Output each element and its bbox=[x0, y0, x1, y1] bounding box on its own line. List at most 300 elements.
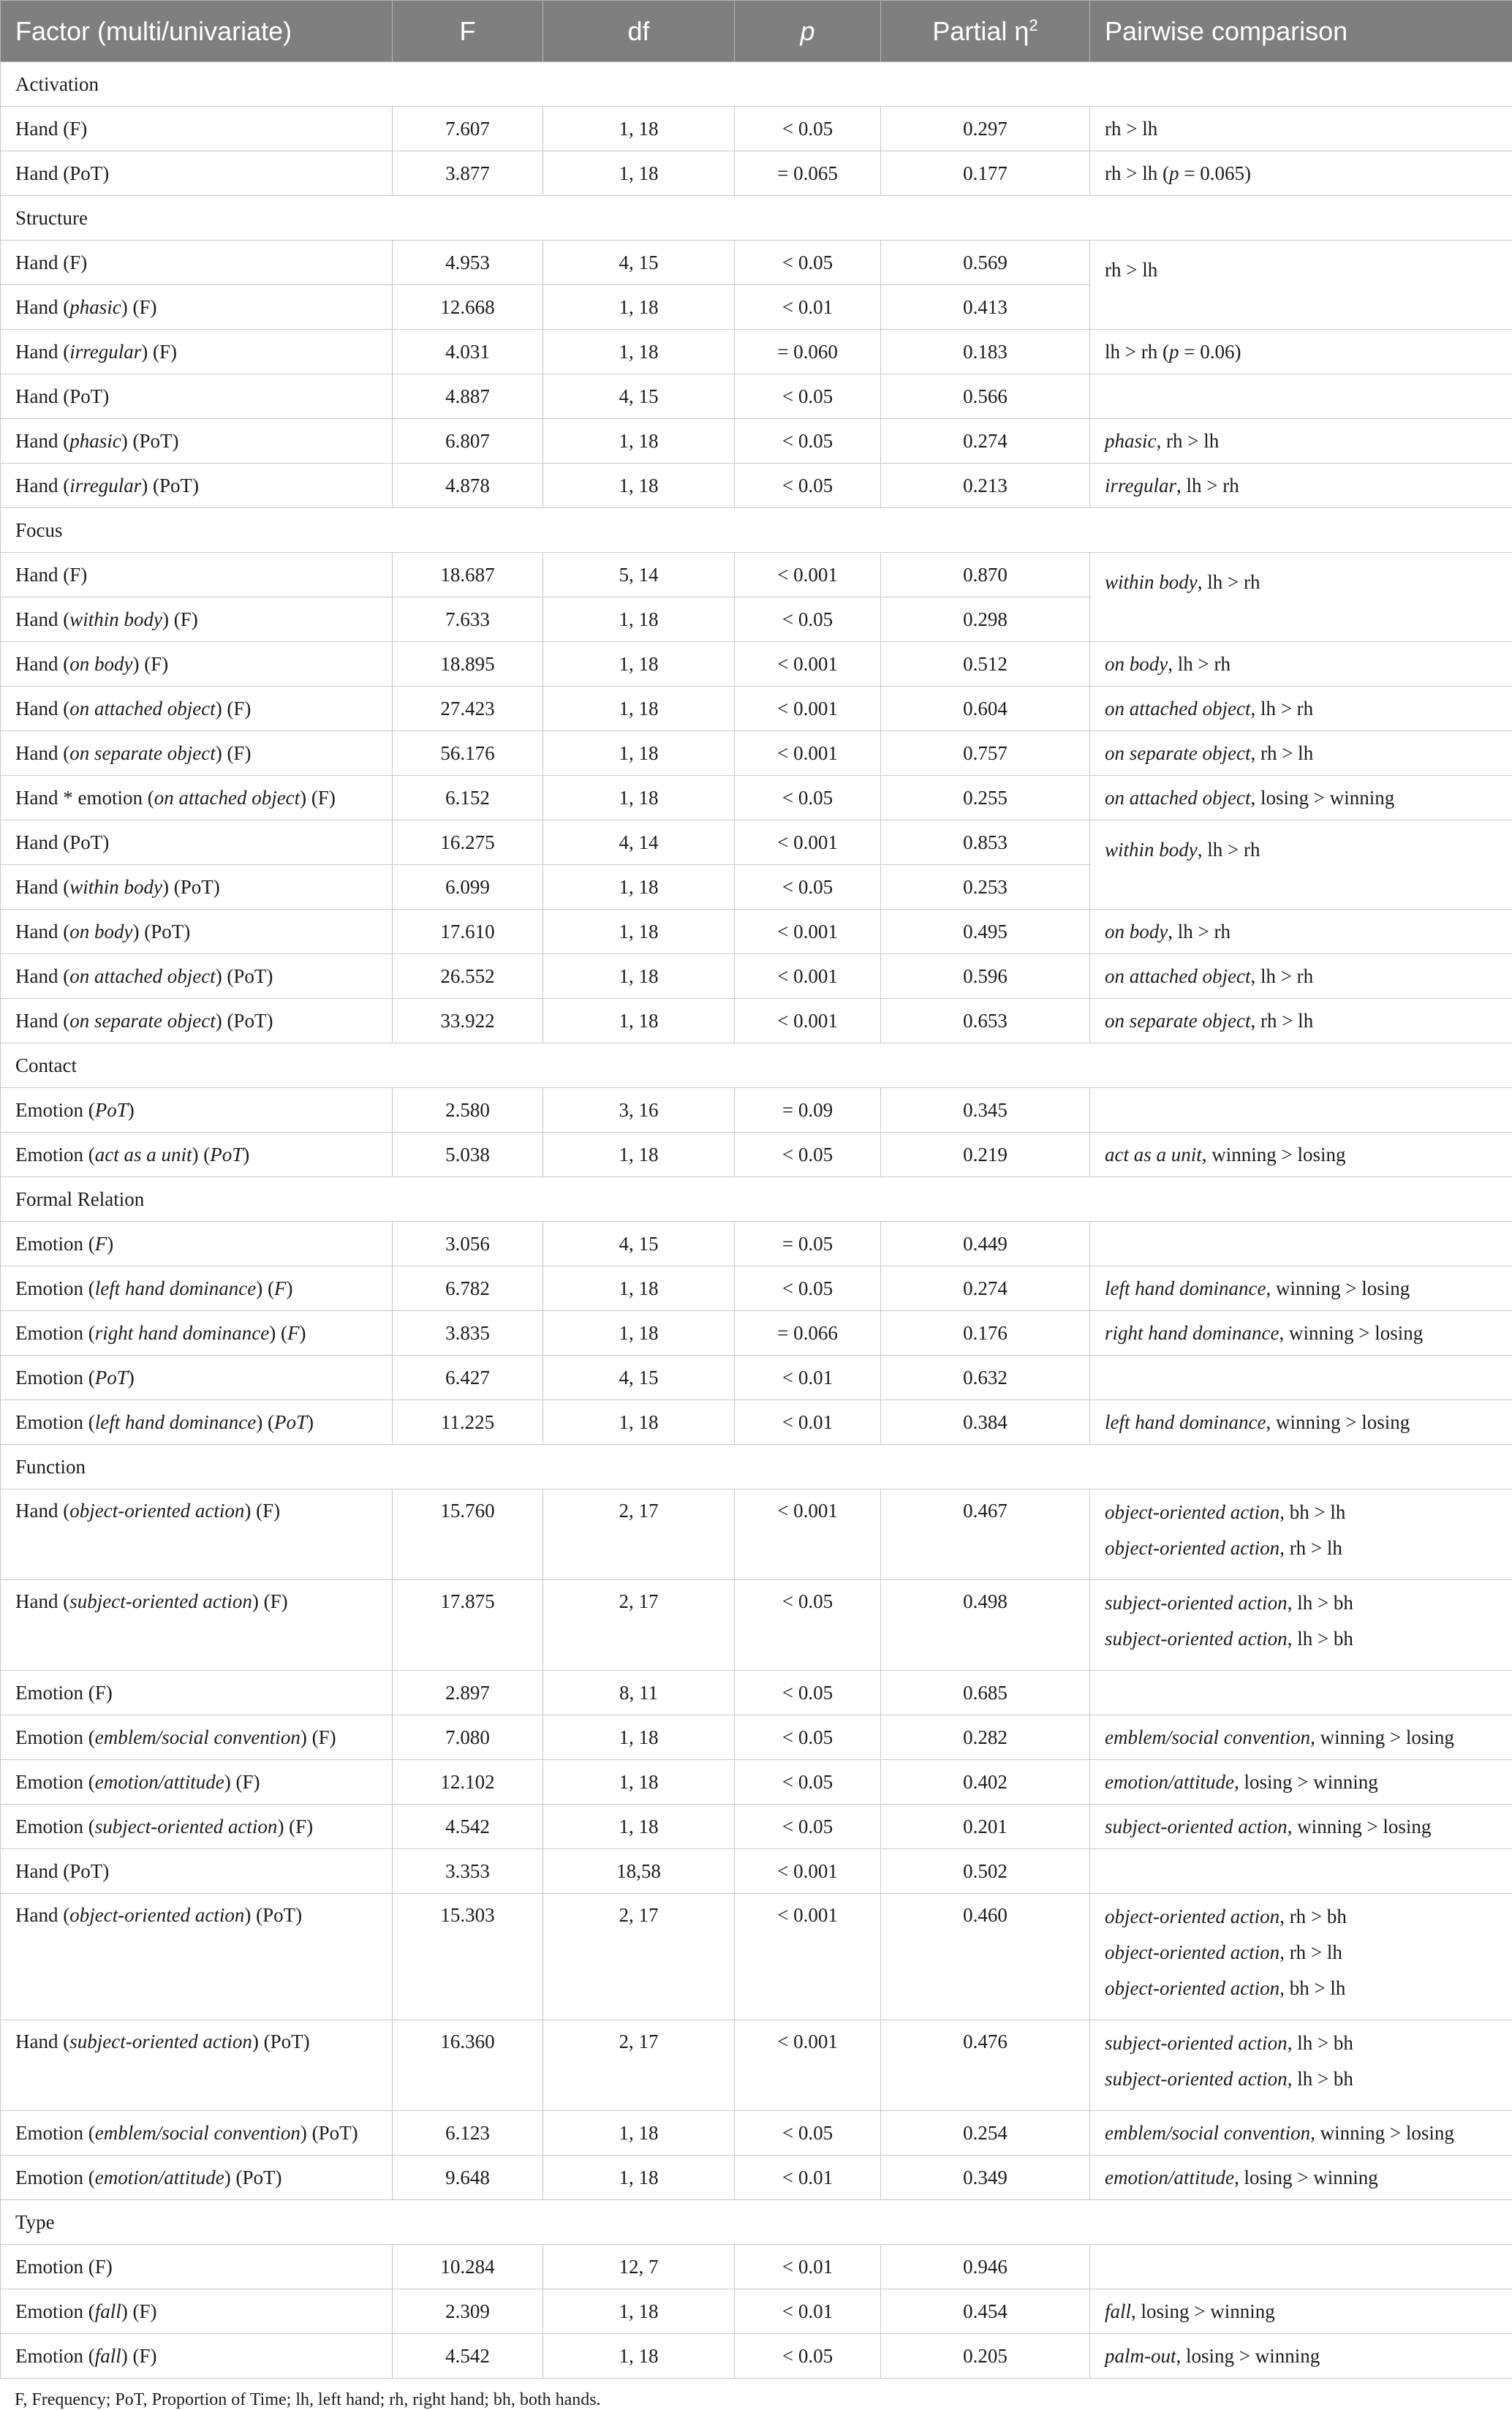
comparison-line bbox=[1105, 914, 1497, 950]
cell-df: 1, 18 bbox=[543, 2111, 735, 2156]
cell-factor bbox=[1, 1805, 393, 1849]
cell-partial-eta: 0.449 bbox=[881, 1222, 1090, 1266]
text-segment: Hand (PoT) bbox=[15, 831, 109, 853]
cell-factor bbox=[1, 374, 393, 419]
comparison-line bbox=[1105, 1495, 1497, 1530]
cell-p-value: < 0.001 bbox=[735, 1849, 881, 1894]
table-row bbox=[1, 1088, 1512, 1133]
text-segment: ) bbox=[128, 1367, 135, 1389]
italic-text: p bbox=[1169, 162, 1179, 184]
cell-pairwise-comparison bbox=[1090, 374, 1512, 419]
text-segment: Emotion ( bbox=[15, 2300, 95, 2322]
italic-text: emotion/attitude bbox=[95, 2167, 224, 2188]
text-segment: Emotion ( bbox=[15, 1322, 95, 1344]
comparison-line bbox=[1105, 564, 1497, 600]
text-segment: ) (F) bbox=[300, 787, 336, 809]
text-segment: ) (F) bbox=[141, 341, 177, 363]
italic-text: within body bbox=[69, 876, 162, 898]
cell-pairwise-comparison bbox=[1090, 2156, 1512, 2200]
text-segment: , lh > rh bbox=[1168, 921, 1231, 943]
table-row bbox=[1, 687, 1512, 731]
cell-df: 1, 18 bbox=[543, 776, 735, 820]
cell-factor bbox=[1, 1760, 393, 1805]
text-segment: Hand ( bbox=[15, 1590, 69, 1612]
cell-factor bbox=[1, 1489, 393, 1580]
header-factor: Factor (multi/univariate) bbox=[1, 1, 393, 62]
italic-text: PoT bbox=[95, 1099, 128, 1121]
table-row bbox=[1, 1671, 1512, 1715]
italic-text: p bbox=[1169, 341, 1179, 363]
cell-factor bbox=[1, 285, 393, 330]
italic-text: subject-oriented action bbox=[1105, 2068, 1288, 2090]
text-segment: Emotion ( bbox=[15, 2167, 95, 2188]
cell-p-value: < 0.001 bbox=[735, 2020, 881, 2111]
text-segment: ) (F) bbox=[300, 1726, 336, 1748]
cell-df: 1, 18 bbox=[543, 419, 735, 464]
cell-f-value: 6.099 bbox=[393, 865, 543, 910]
text-segment: ) (F) bbox=[244, 1500, 280, 1522]
cell-pairwise-comparison bbox=[1090, 151, 1512, 196]
comparison-line bbox=[1105, 2160, 1497, 2196]
text-segment: Hand ( bbox=[15, 1500, 69, 1522]
cell-df: 4, 15 bbox=[543, 241, 735, 285]
cell-p-value: < 0.01 bbox=[735, 1400, 881, 1445]
cell-f-value: 4.031 bbox=[393, 330, 543, 374]
cell-df: 1, 18 bbox=[543, 1400, 735, 1445]
text-segment: , lh > rh bbox=[1176, 475, 1239, 496]
text-segment: , losing > winning bbox=[1131, 2300, 1275, 2322]
text-segment: ) bbox=[307, 1411, 314, 1433]
text-segment: , lh > rh bbox=[1198, 571, 1260, 593]
table-row bbox=[1, 1580, 1512, 1671]
italic-text: left hand dominance bbox=[95, 1411, 256, 1433]
italic-text: act as a unit bbox=[1105, 1144, 1202, 1166]
text-segment: ) (F) bbox=[252, 1590, 288, 1612]
cell-pairwise-comparison bbox=[1090, 2111, 1512, 2156]
text-segment: , lh > rh bbox=[1198, 839, 1260, 861]
text-segment: Hand ( bbox=[15, 653, 69, 675]
italic-text: on body bbox=[69, 653, 132, 675]
text-segment: , bh > lh bbox=[1279, 1977, 1345, 1999]
comparison-line bbox=[1105, 832, 1497, 868]
table-row bbox=[1, 1894, 1512, 2020]
text-segment: , winning > losing bbox=[1266, 1411, 1410, 1433]
cell-f-value: 4.542 bbox=[393, 2334, 543, 2379]
text-segment: ) (PoT) bbox=[132, 921, 190, 943]
cell-partial-eta: 0.476 bbox=[881, 2020, 1090, 2111]
italic-text: PoT bbox=[95, 1367, 128, 1389]
table-row bbox=[1, 2334, 1512, 2379]
cell-f-value: 12.668 bbox=[393, 285, 543, 330]
italic-text: on attached object bbox=[1105, 698, 1250, 719]
text-segment: , losing > winning bbox=[1250, 787, 1394, 809]
italic-text: emblem/social convention bbox=[95, 1726, 300, 1748]
cell-p-value: < 0.05 bbox=[735, 2111, 881, 2156]
italic-text: subject-oriented action bbox=[69, 1590, 252, 1612]
cell-pairwise-comparison bbox=[1090, 2020, 1512, 2111]
cell-f-value: 33.922 bbox=[393, 999, 543, 1043]
cell-partial-eta: 0.205 bbox=[881, 2334, 1090, 2379]
text-segment: Hand ( bbox=[15, 430, 69, 452]
cell-p-value: < 0.001 bbox=[735, 954, 881, 999]
cell-partial-eta: 0.274 bbox=[881, 1266, 1090, 1311]
comparison-line bbox=[1105, 959, 1497, 994]
cell-p-value: < 0.001 bbox=[735, 999, 881, 1043]
text-segment: , lh > bh bbox=[1288, 1628, 1353, 1650]
cell-pairwise-comparison bbox=[1090, 642, 1512, 687]
text-segment: Emotion ( bbox=[15, 1411, 95, 1433]
text-segment: ) (F) bbox=[277, 1816, 313, 1837]
cell-df: 2, 17 bbox=[543, 2020, 735, 2111]
italic-text: object-oriented action bbox=[1105, 1905, 1279, 1927]
text-segment: , lh > bh bbox=[1288, 2032, 1353, 2054]
cell-partial-eta: 0.213 bbox=[881, 464, 1090, 508]
text-segment: Hand ( bbox=[15, 1904, 69, 1926]
cell-f-value: 2.580 bbox=[393, 1088, 543, 1133]
section-row bbox=[1, 1445, 1512, 1489]
text-segment: ) ( bbox=[256, 1277, 274, 1299]
text-segment: ) (F) bbox=[121, 2345, 157, 2367]
text-segment: winning > losing bbox=[1315, 2122, 1454, 2144]
cell-p-value: = 0.060 bbox=[735, 330, 881, 374]
text-segment: ) (PoT) bbox=[121, 430, 179, 452]
text-segment: Hand * emotion ( bbox=[15, 787, 154, 809]
cell-partial-eta: 0.757 bbox=[881, 731, 1090, 776]
cell-pairwise-comparison bbox=[1090, 731, 1512, 776]
italic-text: subject-oriented action bbox=[1105, 2032, 1288, 2054]
comparison-line bbox=[1105, 1720, 1497, 1756]
cell-f-value: 17.610 bbox=[393, 910, 543, 954]
table-row bbox=[1, 820, 1512, 865]
cell-f-value: 7.080 bbox=[393, 1715, 543, 1760]
text-segment: losing > winning bbox=[1239, 2167, 1378, 2188]
cell-pairwise-comparison bbox=[1090, 1133, 1512, 1177]
cell-partial-eta: 0.253 bbox=[881, 865, 1090, 910]
text-segment: ) ( bbox=[269, 1322, 287, 1344]
section-label: Structure bbox=[1, 196, 1512, 241]
table-header bbox=[1, 1, 1512, 62]
italic-text: within body bbox=[1105, 571, 1198, 593]
cell-f-value: 3.056 bbox=[393, 1222, 543, 1266]
cell-partial-eta: 0.596 bbox=[881, 954, 1090, 999]
cell-f-value: 18.895 bbox=[393, 642, 543, 687]
header-f: F bbox=[393, 1, 543, 62]
cell-p-value: = 0.065 bbox=[735, 151, 881, 196]
comparison-line bbox=[1105, 2294, 1497, 2330]
table-row bbox=[1, 1400, 1512, 1445]
header-pairwise-comparison: Pairwise comparison bbox=[1090, 1, 1512, 62]
cell-factor bbox=[1, 597, 393, 642]
cell-df: 1, 18 bbox=[543, 731, 735, 776]
cell-partial-eta: 0.946 bbox=[881, 2245, 1090, 2289]
cell-p-value: < 0.05 bbox=[735, 1760, 881, 1805]
comparison-line bbox=[1105, 736, 1497, 771]
cell-p-value: < 0.05 bbox=[735, 107, 881, 151]
cell-pairwise-comparison bbox=[1090, 1311, 1512, 1356]
cell-df: 12, 7 bbox=[543, 2245, 735, 2289]
comparison-line bbox=[1105, 1935, 1497, 1971]
text-segment: , lh > bh bbox=[1288, 2068, 1353, 2090]
cell-partial-eta: 0.282 bbox=[881, 1715, 1090, 1760]
cell-factor bbox=[1, 2111, 393, 2156]
text-segment: losing > winning bbox=[1239, 1771, 1378, 1793]
header-row bbox=[1, 1, 1512, 62]
cell-df: 1, 18 bbox=[543, 1805, 735, 1849]
cell-p-value: < 0.05 bbox=[735, 1266, 881, 1311]
table-row bbox=[1, 1715, 1512, 1760]
text-segment: , rh > lh bbox=[1157, 430, 1220, 452]
cell-factor bbox=[1, 2156, 393, 2200]
table-row bbox=[1, 1133, 1512, 1177]
text-segment: ) (PoT) bbox=[300, 2122, 358, 2144]
cell-p-value: < 0.05 bbox=[735, 776, 881, 820]
text-segment: Hand ( bbox=[15, 608, 69, 630]
table-row bbox=[1, 1849, 1512, 1894]
section-row bbox=[1, 196, 1512, 241]
cell-partial-eta: 0.870 bbox=[881, 553, 1090, 597]
table-row bbox=[1, 2245, 1512, 2289]
cell-p-value: = 0.066 bbox=[735, 1311, 881, 1356]
cell-factor bbox=[1, 910, 393, 954]
cell-f-value: 3.835 bbox=[393, 1311, 543, 1356]
text-segment: Emotion ( bbox=[15, 1099, 95, 1121]
cell-df: 1, 18 bbox=[543, 865, 735, 910]
comparison-line bbox=[1105, 1971, 1497, 2006]
text-segment: = 0.065) bbox=[1179, 162, 1250, 184]
cell-partial-eta: 0.653 bbox=[881, 999, 1090, 1043]
header-df: df bbox=[543, 1, 735, 62]
cell-partial-eta: 0.460 bbox=[881, 1894, 1090, 2020]
cell-pairwise-comparison bbox=[1090, 1805, 1512, 1849]
cell-partial-eta: 0.498 bbox=[881, 1580, 1090, 1671]
cell-factor bbox=[1, 1133, 393, 1177]
cell-df: 2, 17 bbox=[543, 1894, 735, 2020]
cell-p-value: < 0.05 bbox=[735, 1805, 881, 1849]
table-row bbox=[1, 419, 1512, 464]
section-row bbox=[1, 508, 1512, 553]
table-row bbox=[1, 1266, 1512, 1311]
cell-f-value: 18.687 bbox=[393, 553, 543, 597]
cell-factor bbox=[1, 419, 393, 464]
text-segment: , rh > lh bbox=[1250, 1010, 1313, 1032]
italic-text: within body bbox=[69, 608, 162, 630]
italic-text: subject-oriented action, bbox=[1105, 1816, 1292, 1837]
italic-text: object-oriented action bbox=[69, 1500, 244, 1522]
text-segment: Emotion ( bbox=[15, 1816, 95, 1837]
text-segment: winning > losing bbox=[1315, 1726, 1454, 1748]
text-segment: Hand ( bbox=[15, 698, 69, 719]
cell-pairwise-comparison bbox=[1090, 776, 1512, 820]
text-segment: Hand (F) bbox=[15, 118, 87, 140]
section-row bbox=[1, 1177, 1512, 1222]
text-segment: Hand (PoT) bbox=[15, 385, 109, 407]
text-segment: Hand ( bbox=[15, 965, 69, 987]
cell-factor bbox=[1, 1894, 393, 2020]
cell-p-value: < 0.05 bbox=[735, 241, 881, 285]
cell-pairwise-comparison bbox=[1090, 687, 1512, 731]
text-segment: , winning > losing bbox=[1266, 1277, 1410, 1299]
cell-df: 1, 18 bbox=[543, 464, 735, 508]
italic-text: emblem/social convention bbox=[95, 2122, 300, 2144]
cell-f-value: 3.877 bbox=[393, 151, 543, 196]
cell-partial-eta: 0.402 bbox=[881, 1760, 1090, 1805]
italic-text: object-oriented action bbox=[1105, 1537, 1279, 1559]
comparison-line bbox=[1105, 691, 1497, 727]
cell-partial-eta: 0.345 bbox=[881, 1088, 1090, 1133]
cell-p-value: < 0.001 bbox=[735, 820, 881, 865]
comparison-line bbox=[1105, 2115, 1497, 2151]
cell-factor bbox=[1, 776, 393, 820]
cell-df: 1, 18 bbox=[543, 954, 735, 999]
text-segment: ) ( bbox=[192, 1144, 211, 1166]
text-segment: Emotion ( bbox=[15, 2345, 95, 2367]
table-footnote: F, Frequency; PoT, Proportion of Time; lh, left hand; rh, right hand; bh, both hands. bbox=[0, 2379, 1512, 2410]
table-row bbox=[1, 1356, 1512, 1400]
text-segment: Hand ( bbox=[15, 2031, 69, 2052]
italic-text: PoT bbox=[210, 1144, 243, 1166]
text-segment: , rh > lh bbox=[1250, 742, 1313, 764]
cell-f-value: 6.427 bbox=[393, 1356, 543, 1400]
text-segment: , bh > lh bbox=[1279, 1501, 1345, 1523]
cell-f-value: 4.887 bbox=[393, 374, 543, 419]
cell-pairwise-comparison bbox=[1090, 553, 1512, 642]
italic-text: right hand dominance bbox=[1105, 1322, 1279, 1344]
text-segment: Hand ( bbox=[15, 742, 69, 764]
cell-f-value: 27.423 bbox=[393, 687, 543, 731]
italic-text: act as a unit bbox=[95, 1144, 192, 1166]
cell-p-value: < 0.001 bbox=[735, 910, 881, 954]
cell-p-value: < 0.01 bbox=[735, 2156, 881, 2200]
text-segment: Hand (PoT) bbox=[15, 1860, 109, 1882]
table-row bbox=[1, 374, 1512, 419]
cell-f-value: 12.102 bbox=[393, 1760, 543, 1805]
text-segment: ) (F) bbox=[162, 608, 198, 630]
italic-text: on body bbox=[69, 921, 132, 943]
cell-pairwise-comparison bbox=[1090, 1580, 1512, 1671]
cell-p-value: < 0.001 bbox=[735, 731, 881, 776]
italic-text: left hand dominance bbox=[95, 1277, 256, 1299]
text-segment: Emotion ( bbox=[15, 2122, 95, 2144]
italic-text: object-oriented action bbox=[1105, 1977, 1279, 1999]
text-segment: ) (F) bbox=[224, 1771, 260, 1793]
table-row bbox=[1, 1222, 1512, 1266]
italic-text: fall bbox=[95, 2345, 121, 2367]
comparison-line bbox=[1105, 1764, 1497, 1800]
text-segment: ) (PoT) bbox=[244, 1904, 302, 1926]
text-segment: ) ( bbox=[256, 1411, 274, 1433]
italic-text: PoT bbox=[274, 1411, 307, 1433]
comparison-line bbox=[1105, 780, 1497, 816]
cell-factor bbox=[1, 642, 393, 687]
comparison-line bbox=[1105, 1530, 1497, 1566]
text-segment: winning > losing bbox=[1292, 1816, 1431, 1837]
cell-partial-eta: 0.349 bbox=[881, 2156, 1090, 2200]
table-body bbox=[1, 62, 1512, 2379]
comparison-line bbox=[1105, 1271, 1497, 1307]
text-segment: , lh > rh bbox=[1250, 965, 1313, 987]
cell-df: 1, 18 bbox=[543, 1311, 735, 1356]
cell-df: 8, 11 bbox=[543, 1671, 735, 1715]
cell-partial-eta: 0.183 bbox=[881, 330, 1090, 374]
table-row bbox=[1, 1760, 1512, 1805]
cell-df: 1, 18 bbox=[543, 687, 735, 731]
cell-pairwise-comparison bbox=[1090, 107, 1512, 151]
italic-text: left hand dominance bbox=[1105, 1277, 1266, 1299]
cell-df: 1, 18 bbox=[543, 2334, 735, 2379]
comparison-line bbox=[1105, 1621, 1497, 1657]
cell-partial-eta: 0.413 bbox=[881, 285, 1090, 330]
cell-factor bbox=[1, 1671, 393, 1715]
italic-text: phasic bbox=[69, 296, 121, 318]
text-segment: ) (PoT) bbox=[141, 475, 199, 496]
italic-text: on separate object bbox=[1105, 1010, 1250, 1032]
table-row bbox=[1, 2020, 1512, 2111]
cell-factor bbox=[1, 1311, 393, 1356]
cell-df: 1, 18 bbox=[543, 2289, 735, 2334]
comparison-line bbox=[1105, 1899, 1497, 1935]
italic-text: right hand dominance bbox=[95, 1322, 269, 1344]
cell-df: 1, 18 bbox=[543, 597, 735, 642]
cell-pairwise-comparison bbox=[1090, 1715, 1512, 1760]
cell-pairwise-comparison bbox=[1090, 419, 1512, 464]
cell-factor bbox=[1, 151, 393, 196]
cell-factor bbox=[1, 687, 393, 731]
cell-factor bbox=[1, 1222, 393, 1266]
cell-factor bbox=[1, 1356, 393, 1400]
cell-partial-eta: 0.177 bbox=[881, 151, 1090, 196]
italic-text: irregular bbox=[1105, 475, 1176, 496]
cell-factor bbox=[1, 107, 393, 151]
cell-df: 1, 18 bbox=[543, 1715, 735, 1760]
cell-df: 1, 18 bbox=[543, 1760, 735, 1805]
cell-f-value: 4.953 bbox=[393, 241, 543, 285]
cell-pairwise-comparison bbox=[1090, 954, 1512, 999]
italic-text: on body bbox=[1105, 921, 1168, 943]
cell-p-value: = 0.05 bbox=[735, 1222, 881, 1266]
comparison-line bbox=[1105, 468, 1497, 504]
cell-partial-eta: 0.201 bbox=[881, 1805, 1090, 1849]
text-segment: Hand (F) bbox=[15, 252, 87, 273]
cell-partial-eta: 0.632 bbox=[881, 1356, 1090, 1400]
cell-pairwise-comparison bbox=[1090, 1356, 1512, 1400]
cell-f-value: 6.152 bbox=[393, 776, 543, 820]
header-p bbox=[735, 1, 881, 62]
cell-partial-eta: 0.298 bbox=[881, 597, 1090, 642]
cell-pairwise-comparison bbox=[1090, 2334, 1512, 2379]
section-label: Type bbox=[1, 2200, 1512, 2245]
cell-factor bbox=[1, 999, 393, 1043]
text-segment: ) bbox=[107, 1233, 113, 1255]
cell-df: 1, 18 bbox=[543, 2156, 735, 2200]
table-row bbox=[1, 776, 1512, 820]
italic-text: on separate object bbox=[69, 742, 215, 764]
section-row bbox=[1, 62, 1512, 107]
cell-factor bbox=[1, 731, 393, 776]
cell-f-value: 15.303 bbox=[393, 1894, 543, 2020]
cell-df: 1, 18 bbox=[543, 151, 735, 196]
cell-pairwise-comparison bbox=[1090, 1760, 1512, 1805]
italic-text: emblem/social convention, bbox=[1105, 1726, 1315, 1748]
italic-text: object-oriented action bbox=[1105, 1501, 1279, 1523]
text-segment: Hand (PoT) bbox=[15, 162, 109, 184]
italic-text: on attached object bbox=[69, 698, 215, 719]
cell-partial-eta: 0.384 bbox=[881, 1400, 1090, 1445]
comparison-line bbox=[1105, 2025, 1497, 2061]
text-segment: ) (PoT) bbox=[216, 1010, 273, 1032]
text-segment: Emotion ( bbox=[15, 1726, 95, 1748]
cell-f-value: 56.176 bbox=[393, 731, 543, 776]
text-segment: ) (PoT) bbox=[252, 2031, 310, 2052]
